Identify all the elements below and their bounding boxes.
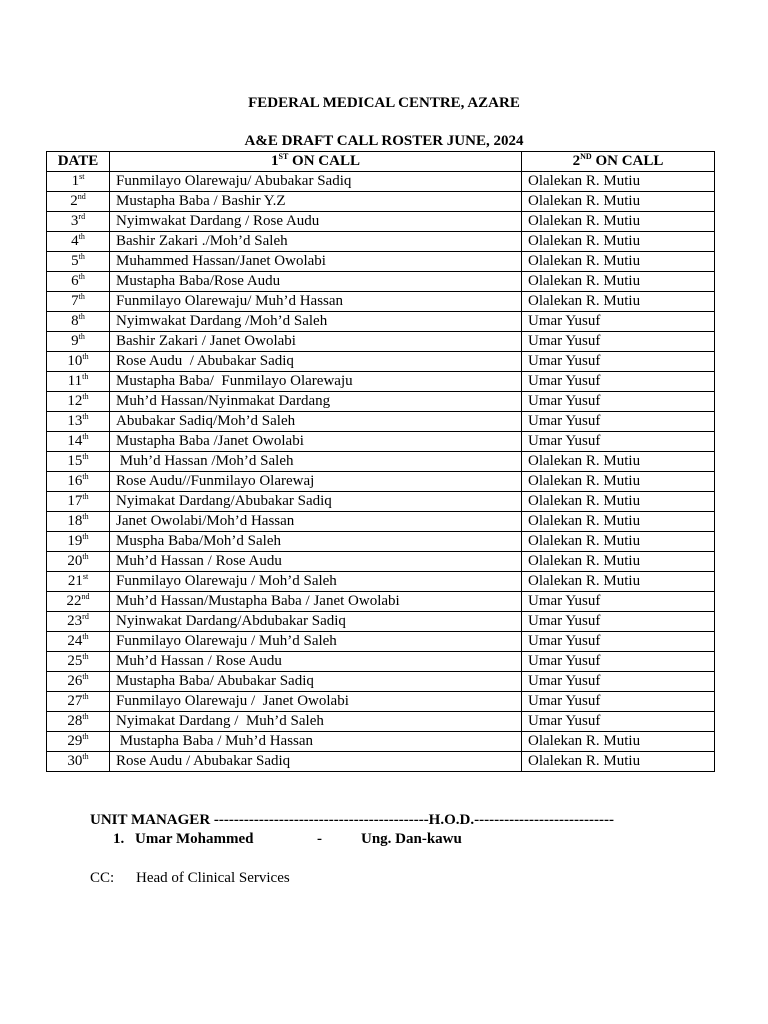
date-day: 19 — [67, 533, 83, 549]
second-on-call-text: ON CALL — [591, 153, 664, 169]
date-day: 22 — [66, 593, 82, 609]
table-row — [47, 192, 715, 212]
date-cell — [47, 392, 110, 412]
date-day: 27 — [67, 693, 83, 709]
table-row — [47, 492, 715, 512]
date-day: 4 — [71, 233, 79, 249]
date-cell — [47, 312, 110, 332]
date-day: 17 — [67, 493, 83, 509]
date-cell — [47, 592, 110, 612]
table-row — [47, 672, 715, 692]
date-day: 3 — [70, 213, 79, 229]
date-cell — [47, 472, 110, 492]
date-day: 2 — [70, 193, 78, 209]
date-cell — [47, 192, 110, 212]
table-row — [47, 212, 715, 232]
date-suffix: th — [82, 732, 89, 741]
date-suffix: th — [78, 272, 85, 281]
roster-title: A&E DRAFT CALL ROSTER JUNE, 2024 — [244, 133, 524, 149]
date-cell — [47, 452, 110, 472]
hod-name: Ung. Dan-kawu — [361, 831, 462, 847]
table-row — [47, 392, 715, 412]
table-row — [47, 412, 715, 432]
first-on-call-cell: Muhammed Hassan/Janet Owolabi — [110, 252, 522, 272]
table-row — [47, 172, 715, 192]
first-on-call-cell: Mustapha Baba /Janet Owolabi — [110, 432, 522, 452]
date-cell — [47, 532, 110, 552]
second-on-call-cell: Umar Yusuf — [522, 632, 715, 652]
table-row — [47, 452, 715, 472]
table-row — [47, 732, 715, 752]
first-on-call-cell: Muh’d Hassan/Nyinmakat Dardang — [110, 392, 522, 412]
first-on-call-cell: Bashir Zakari ./Moh’d Saleh — [110, 232, 522, 252]
first-on-call-cell: Muh’d Hassan /Moh’d Saleh — [110, 452, 522, 472]
date-suffix: th — [82, 352, 89, 361]
date-suffix: th — [78, 312, 85, 321]
second-on-call-cell: Olalekan R. Mutiu — [522, 512, 715, 532]
first-on-call-cell: Mustapha Baba/Rose Audu — [110, 272, 522, 292]
first-on-call-cell: Funmilayo Olarewaju / Muh’d Saleh — [110, 632, 522, 652]
date-day: 8 — [71, 313, 79, 329]
date-day: 18 — [67, 513, 83, 529]
table-row — [47, 612, 715, 632]
first-on-call-cell: Nyimwakat Dardang /Moh’d Saleh — [110, 312, 522, 332]
date-day: 1 — [71, 173, 80, 189]
table-row — [47, 512, 715, 532]
table-row — [47, 252, 715, 272]
second-on-call-cell: Umar Yusuf — [522, 592, 715, 612]
date-suffix: th — [78, 232, 85, 241]
date-cell — [47, 332, 110, 352]
date-suffix: th — [82, 472, 89, 481]
first-on-call-cell: Rose Audu / Abubakar Sadiq — [110, 752, 522, 772]
first-on-call-cell: Mustapha Baba/ Funmilayo Olarewaju — [110, 372, 522, 392]
roster-body — [47, 172, 715, 772]
first-on-call-cell: Nyimwakat Dardang / Rose Audu — [110, 212, 522, 232]
date-cell — [47, 292, 110, 312]
second-on-call-cell: Umar Yusuf — [522, 332, 715, 352]
first-on-call-cell: Bashir Zakari / Janet Owolabi — [110, 332, 522, 352]
date-cell — [47, 412, 110, 432]
date-header: DATE — [47, 152, 110, 172]
second-on-call-header — [522, 152, 715, 172]
second-on-call-cell: Umar Yusuf — [522, 612, 715, 632]
table-row — [47, 752, 715, 772]
date-suffix: rd — [78, 212, 86, 221]
date-day: 16 — [67, 473, 83, 489]
first-on-call-cell: Rose Audu//Funmilayo Olarewaj — [110, 472, 522, 492]
second-on-call-cell: Olalekan R. Mutiu — [522, 212, 715, 232]
second-on-call-cell: Umar Yusuf — [522, 692, 715, 712]
date-day: 11 — [67, 373, 83, 389]
second-on-call-cell: Olalekan R. Mutiu — [522, 452, 715, 472]
date-cell — [47, 572, 110, 592]
date-suffix: th — [82, 752, 89, 761]
date-day: 25 — [67, 653, 83, 669]
table-row — [47, 652, 715, 672]
date-cell — [47, 232, 110, 252]
first-on-call-cell: Funmilayo Olarewaju/ Muh’d Hassan — [110, 292, 522, 312]
date-cell — [47, 172, 110, 192]
second-on-call-num: 2 — [572, 153, 581, 169]
date-cell — [47, 352, 110, 372]
second-on-call-cell: Olalekan R. Mutiu — [522, 292, 715, 312]
signatory-separator: - — [317, 831, 322, 847]
date-day: 5 — [71, 253, 79, 269]
second-on-call-cell: Olalekan R. Mutiu — [522, 732, 715, 752]
date-day: 28 — [67, 713, 83, 729]
table-row — [47, 232, 715, 252]
date-cell — [47, 672, 110, 692]
date-day: 9 — [71, 333, 79, 349]
date-cell — [47, 752, 110, 772]
date-cell — [47, 492, 110, 512]
second-on-call-cell: Umar Yusuf — [522, 652, 715, 672]
date-cell — [47, 632, 110, 652]
first-on-call-cell: Muspha Baba/Moh’d Saleh — [110, 532, 522, 552]
second-on-call-cell: Olalekan R. Mutiu — [522, 552, 715, 572]
table-row — [47, 632, 715, 652]
second-on-call-cell: Umar Yusuf — [522, 372, 715, 392]
table-row — [47, 312, 715, 332]
date-suffix: th — [78, 292, 85, 301]
signatory-name: Umar Mohammed — [135, 831, 254, 847]
table-row — [47, 372, 715, 392]
second-on-call-cell: Olalekan R. Mutiu — [522, 172, 715, 192]
table-row — [47, 712, 715, 732]
date-cell — [47, 212, 110, 232]
date-suffix: th — [82, 372, 89, 381]
date-day: 21 — [67, 573, 83, 589]
second-on-call-cell: Olalekan R. Mutiu — [522, 232, 715, 252]
date-day: 30 — [67, 753, 83, 769]
date-suffix: th — [82, 692, 89, 701]
first-on-call-cell: Nyimakat Dardang/Abubakar Sadiq — [110, 492, 522, 512]
table-row — [47, 572, 715, 592]
date-day: 29 — [67, 733, 83, 749]
first-on-call-cell: Mustapha Baba / Muh’d Hassan — [110, 732, 522, 752]
table-row — [47, 432, 715, 452]
second-on-call-cell: Olalekan R. Mutiu — [522, 192, 715, 212]
date-cell — [47, 612, 110, 632]
date-cell — [47, 432, 110, 452]
date-cell — [47, 732, 110, 752]
date-day: 26 — [67, 673, 83, 689]
second-on-call-cell: Umar Yusuf — [522, 312, 715, 332]
cc-line — [90, 868, 490, 888]
roster-table — [46, 151, 715, 772]
second-on-call-cell: Olalekan R. Mutiu — [522, 532, 715, 552]
first-on-call-cell: Funmilayo Olarewaju / Moh’d Saleh — [110, 572, 522, 592]
date-suffix: st — [79, 172, 85, 181]
table-row — [47, 532, 715, 552]
date-suffix: th — [78, 252, 85, 261]
second-on-call-cell: Olalekan R. Mutiu — [522, 272, 715, 292]
signatory-line — [113, 829, 613, 849]
table-row — [47, 692, 715, 712]
date-cell — [47, 372, 110, 392]
signatory-number: 1. — [113, 831, 125, 847]
date-day: 12 — [67, 393, 83, 409]
second-on-call-cell: Umar Yusuf — [522, 672, 715, 692]
first-on-call-cell: Funmilayo Olarewaju / Janet Owolabi — [110, 692, 522, 712]
first-on-call-text: ON CALL — [288, 153, 360, 169]
second-on-call-cell: Olalekan R. Mutiu — [522, 752, 715, 772]
unit-manager-line: UNIT MANAGER -------------------------------------------H.O.D.---------------------------- — [90, 812, 614, 828]
second-on-call-cell: Olalekan R. Mutiu — [522, 472, 715, 492]
date-cell — [47, 252, 110, 272]
first-on-call-cell: Nyinwakat Dardang/Abdubakar Sadiq — [110, 612, 522, 632]
date-cell — [47, 692, 110, 712]
table-row — [47, 552, 715, 572]
first-on-call-cell: Abubakar Sadiq/Moh’d Saleh — [110, 412, 522, 432]
first-on-call-cell: Nyimakat Dardang / Muh’d Saleh — [110, 712, 522, 732]
date-suffix: th — [82, 632, 89, 641]
header-row — [47, 152, 715, 172]
first-on-call-cell: Rose Audu / Abubakar Sadiq — [110, 352, 522, 372]
second-on-call-cell: Olalekan R. Mutiu — [522, 492, 715, 512]
first-on-call-cell: Muh’d Hassan / Rose Audu — [110, 552, 522, 572]
date-suffix: th — [82, 552, 89, 561]
table-row — [47, 352, 715, 372]
date-cell — [47, 552, 110, 572]
date-suffix: rd — [82, 612, 89, 621]
date-suffix: th — [82, 512, 89, 521]
date-day: 24 — [67, 633, 83, 649]
table-row — [47, 272, 715, 292]
first-on-call-cell: Muh’d Hassan/Mustapha Baba / Janet Owolabi — [110, 592, 522, 612]
first-on-call-cell: Mustapha Baba / Bashir Y.Z — [110, 192, 522, 212]
first-on-call-cell: Janet Owolabi/Moh’d Hassan — [110, 512, 522, 532]
first-on-call-cell: Muh’d Hassan / Rose Audu — [110, 652, 522, 672]
second-on-call-sup: ND — [580, 152, 592, 161]
date-suffix: nd — [81, 592, 90, 601]
date-cell — [47, 272, 110, 292]
first-on-call-sup: ST — [278, 152, 289, 161]
cc-label: CC: — [90, 870, 115, 886]
date-day: 13 — [67, 413, 83, 429]
second-on-call-cell: Umar Yusuf — [522, 432, 715, 452]
date-suffix: th — [82, 432, 89, 441]
date-suffix: nd — [77, 192, 86, 201]
date-day: 20 — [67, 553, 83, 569]
date-suffix: th — [78, 332, 85, 341]
date-cell — [47, 652, 110, 672]
date-suffix: th — [82, 492, 89, 501]
date-suffix: th — [82, 452, 89, 461]
cc-value: Head of Clinical Services — [136, 870, 290, 886]
date-day: 6 — [71, 273, 79, 289]
table-row — [47, 332, 715, 352]
second-on-call-cell: Olalekan R. Mutiu — [522, 572, 715, 592]
first-on-call-cell: Mustapha Baba/ Abubakar Sadiq — [110, 672, 522, 692]
page-title: FEDERAL MEDICAL CENTRE, AZARE — [248, 95, 520, 111]
date-suffix: th — [82, 532, 89, 541]
date-suffix: st — [82, 572, 89, 581]
first-on-call-header — [110, 152, 522, 172]
second-on-call-cell: Umar Yusuf — [522, 712, 715, 732]
date-day: 15 — [67, 453, 83, 469]
second-on-call-cell: Umar Yusuf — [522, 352, 715, 372]
date-cell — [47, 512, 110, 532]
date-suffix: th — [82, 652, 89, 661]
table-row — [47, 472, 715, 492]
date-suffix: th — [82, 712, 89, 721]
second-on-call-cell: Umar Yusuf — [522, 392, 715, 412]
table-row — [47, 592, 715, 612]
date-suffix: th — [82, 392, 89, 401]
date-cell — [47, 712, 110, 732]
date-day: 14 — [67, 433, 83, 449]
first-on-call-cell: Funmilayo Olarewaju/ Abubakar Sadiq — [110, 172, 522, 192]
date-day: 7 — [71, 293, 79, 309]
date-suffix: th — [82, 412, 89, 421]
table-row — [47, 292, 715, 312]
second-on-call-cell: Olalekan R. Mutiu — [522, 252, 715, 272]
date-day: 10 — [67, 353, 83, 369]
date-day: 23 — [67, 613, 83, 629]
date-suffix: th — [82, 672, 89, 681]
first-on-call-num: 1 — [271, 153, 279, 169]
second-on-call-cell: Umar Yusuf — [522, 412, 715, 432]
